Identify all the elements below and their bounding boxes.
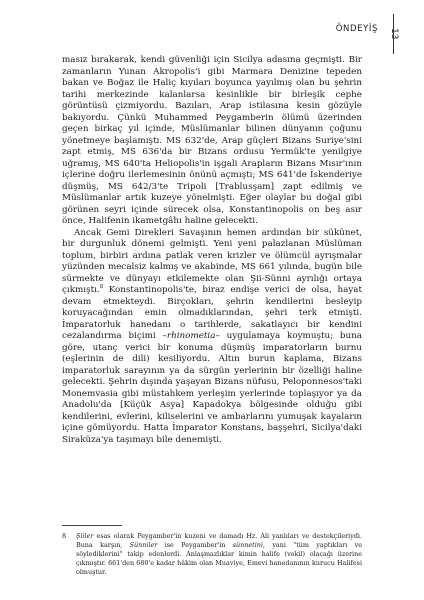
footnote-reference[interactable]: 8 [99,284,104,291]
main-text [62,55,362,446]
footnote [62,532,362,577]
footnote-number: 8 [62,532,67,540]
footnote-term-sunnetini: sünnetini [232,541,263,549]
running-title: ÖNDEYİŞ [335,24,378,34]
footnote-text-1: esas olarak Peygamber'in kuzeni ve damadı Hz. Ali yanlıları ve destekçileriydi. Buna karşın, [76,532,362,549]
paragraph-2-part-1: Ancak Gemi Direkleri Savaşının hemen ardından bir sükûnet, bir durgunluk dönemi gelmişti. Yeni yeni palazlanan Müslüman toplum, birbiri ardına patlak veren krizler ve ölümcül ayrışmalar yüzünden mecalsiz kalmış ve akabinde, MS 661 yılında, bugün bile sürmekte ve dünyayı etkilemekte olan Şii-Sünni ayrılığı ortaya çıkmıştı. [62,227,362,295]
paragraph-2-part-3: uygulamaya koymuştu; buna göre, utanç verici bir konuma düşmüş imparatorların burnu (eşlerinin de dili) kesiliyordu. Altın burun kaplama, Bizans imparatorluk sarayının ya da sürgün yerlerinin bir özelliği haline gelecekti. Şehrin dışında yaşayan Bizans nüfusu, Peloponnesos'taki Monemvasia gibi müstahkem yerleşim yerlerinde toplaşıyor ya da Anadolu'da [Küçük Asya] Kapadokya bölgesinde olduğu gibi kendilerini, evlerini, kiliselerini ve ambarlarını yumuşak kayaların içine gömüyordu. Hatta İmparator Konstans, başşehri, Sicilya'daki Siraküza'ya taşımayı bile denemişti. [62,331,362,445]
footnote-term-sunniler: Sünniler [129,541,158,549]
footnote-text-2: ise Peygamber'in [157,541,233,549]
paragraph-2-part-2: Konstantinopolis'te, biraz endişe verici de olsa, hayat devam etmekteydi. Birçokları, şehrin kendilerini besleyip koruyacağından emin olmadıklarından, şehri terk etmişti. İmparatorluk hanedanı o tarihlerde, sakatlayıcı bir kendini cezalandırma biçimi [62,285,362,341]
paragraph-2 [62,228,362,447]
page-number: 13 [389,28,399,40]
rhinometia-term: –rhinometia– [162,331,220,341]
footnote-term-siiler: Şiiler [76,532,94,540]
footnote-text-3: , yani "tüm yaptıkları ve söylediklerini" takip edenlerdi. Anlaşmazlıklar kimin halife (vekil) olacağı üzerine çıkmıştır. 661'den 680'e kadar hâkim olan Muaviye, Emevi hanedanının kurucu Halifesi olmuştur. [76,541,362,576]
paragraph-1: masız bırakarak, kendi güvenliği için Sicilya adasına geçmişti. Bir zamanların Yunan Akropolis'i gibi Marmara Denizine tepeden bakan ve Boğaz ile Haliç kıyıları boyunca yayılmış olan bu şehrin tarihi merkezinde kalanlarsa kesinlikle bir birleşik cephe görüntüsü çizmiyordu. Bazıları, Arap istilasına kesin gözüyle bakıyordu. Çünkü Muhammed Peygamberin ölümü üzerinden geçen birkaç yıl içinde, Müslümanlar bilinen dünyanın çoğunu yönetmeye başlamıştı. MS 632'de, Arap güçleri Bizans Suriye'sini zapt etmiş, MS 636'da bir Bizans ordusu Yermük'te yenilgiye uğramış, MS 640'ta Heliopolis'in işgali Arapların Bizans Mısır'ının içlerine doğru ilerlemesinin önünü açmıştı; MS 641'de İskenderiye düşmüş, MS 642/3'te Tripoli [Trablusşam] zapt edilmiş ve Müslümanlar artık kuzeye yönelmişti. Eğer olaylar bu doğal gibi görünen seyri içinde sürecek olsa, Konstantinopolis on beş asır önce, Halifenin ikametgâhı haline gelecekti. [62,55,362,226]
footnote-text [76,532,362,577]
footnote-divider [62,525,122,526]
